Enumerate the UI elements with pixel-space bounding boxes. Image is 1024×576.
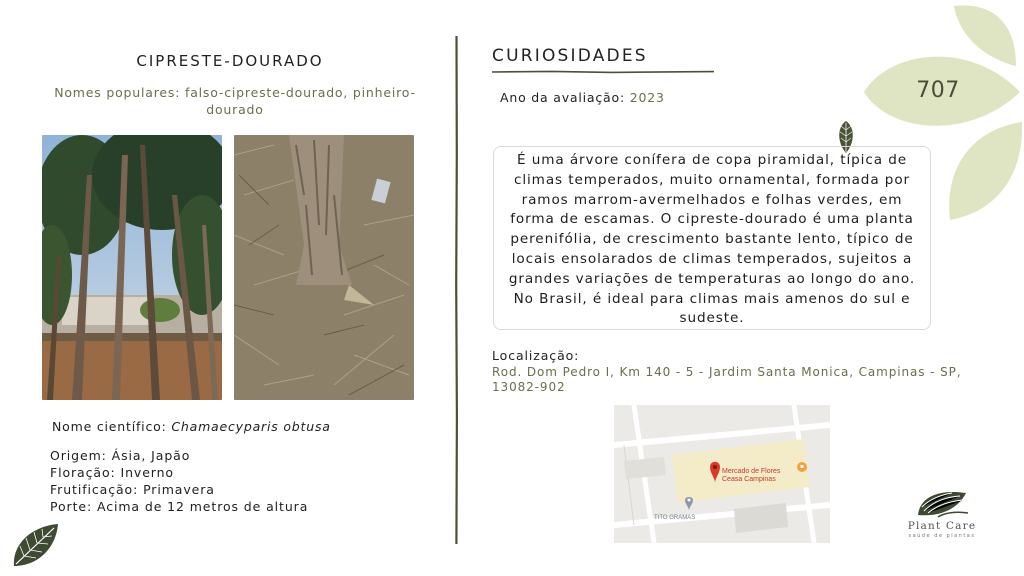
- fact-value: Acima de 12 metros de altura: [96, 499, 309, 514]
- plant-facts: [50, 447, 308, 515]
- fact-value: Inverno: [120, 465, 174, 480]
- fact-frutificacao: [50, 481, 308, 498]
- leaf-icon: [10, 522, 62, 570]
- fact-floracao: [50, 464, 308, 481]
- scientific-name: [52, 419, 331, 434]
- evaluation-year: [500, 90, 665, 105]
- location-map[interactable]: [614, 405, 830, 543]
- curiosidades-title: CURIOSIDADES: [492, 46, 648, 66]
- tree-trunk-photo: [234, 135, 414, 400]
- fact-label: Frutificação:: [50, 482, 139, 497]
- fact-value: Ásia, Japão: [111, 448, 191, 463]
- brand-name: Plant Care: [907, 520, 977, 532]
- description-box: É uma árvore conífera de copa piramidal, típica de climas temperados, muito ornamental, formada por ramos marrom-avermelhados e folhas verdes, em forma de escamas. O cipreste-dourado é uma planta perenifólia, de crescimento bastante lento, típico de locais ensolarados de climas temperados, sujeitos a grandes variações de temperaturas ao longo do ano. No Brasil, é ideal para climas mais amenos do sul e sudeste.: [493, 146, 931, 330]
- plant-number-badge: 707: [916, 78, 960, 103]
- plant-care-logo-icon: [914, 487, 970, 519]
- tree-canopy-photo: [42, 135, 222, 400]
- popular-names-value: falso-cipreste-dourado, pinheiro-dourado: [185, 85, 416, 117]
- map-place-line1: Mercado de Flores: [722, 468, 781, 475]
- vertical-divider: [455, 36, 458, 544]
- title-underline: [492, 69, 714, 75]
- scientific-name-label: Nome científico:: [52, 419, 167, 434]
- fact-label: Origem:: [50, 448, 107, 463]
- fact-porte: [50, 498, 308, 515]
- fact-label: Porte:: [50, 499, 93, 514]
- orange-pin-icon: [797, 462, 807, 472]
- location-address: Rod. Dom Pedro I, Km 140 - 5 - Jardim Santa Monica, Campinas - SP, 13082-902: [492, 365, 962, 394]
- popular-names-label: Nomes populares:: [54, 85, 181, 100]
- popular-names: [40, 84, 430, 118]
- plant-title: CIPRESTE-DOURADO: [136, 52, 324, 70]
- year-value: 2023: [629, 90, 665, 105]
- scientific-name-value: Chamaecyparis obtusa: [171, 419, 331, 434]
- map-place-line2: Ceasa Campinas: [722, 476, 776, 483]
- location-label: Localização:: [492, 348, 580, 363]
- fact-value: Primavera: [143, 482, 215, 497]
- fact-label: Floração:: [50, 465, 116, 480]
- year-label: Ano da avaliação:: [500, 90, 625, 105]
- leaves-decoration: [860, 0, 1024, 222]
- fact-origem: [50, 447, 308, 464]
- map-secondary-label: TITO GRAMAS: [654, 515, 696, 521]
- brand-tagline: saúde de plantas: [908, 533, 976, 539]
